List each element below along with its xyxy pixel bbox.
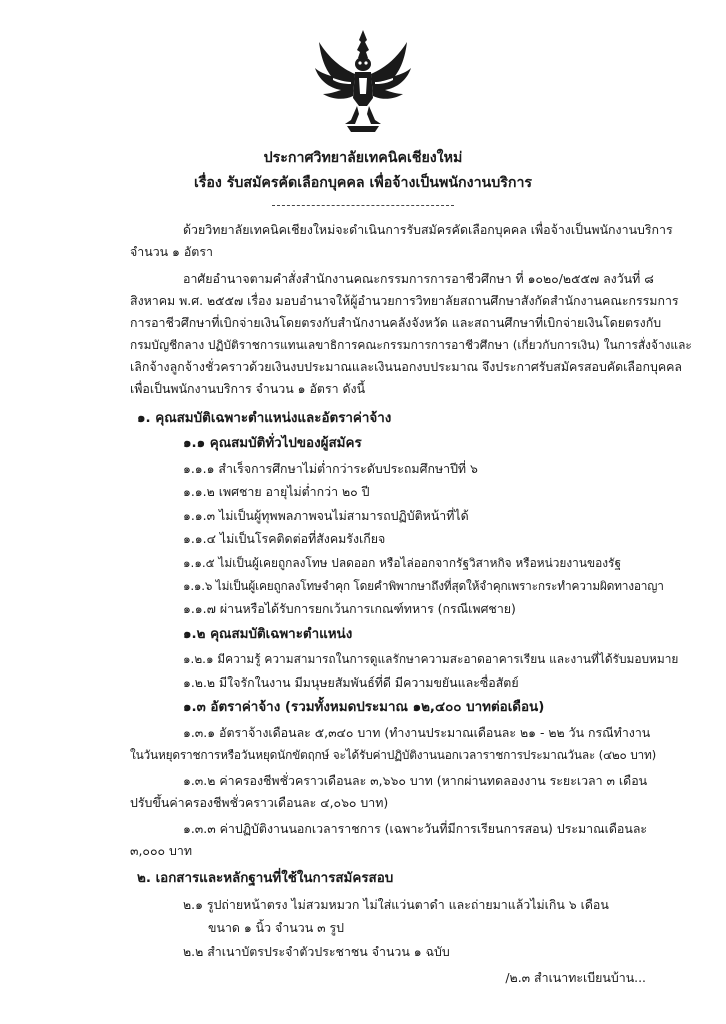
document-title: ประกาศวิทยาลัยเทคนิคเชียงใหม่ [263,150,463,166]
list-item: ๑.๑.๑ สำเร็จการศึกษาไม่ต่ำกว่าระดับประถมศึกษาปีที่ ๖ [183,461,478,476]
list-item: ๑.๑.๗ ผ่านหรือได้รับการยกเว้นการเกณฑ์ทหาร (กรณีเพศชาย) [183,601,516,616]
intro-paragraph-2-line-5: เลิกจ้างลูกจ้างชั่วคราวด้วยเงินงบประมาณและเงินนอกงบประมาณ จึงประกาศรับสมัครสอบคัดเลือกบุคคล [130,359,682,374]
section-2-heading: ๒. เอกสารและหลักฐานที่ใช้ในการสมัครสอบ [137,871,394,886]
section-1-heading: ๑. คุณสมบัติเฉพาะตำแหน่งและอัตราค่าจ้าง [137,411,392,426]
intro-paragraph-1-line-2: จำนวน ๑ อัตรา [130,244,213,259]
section-1-1-heading: ๑.๑ คุณสมบัติทั่วไปของผู้สมัคร [183,436,362,451]
list-item-continuation: ขนาด ๑ นิ้ว จำนวน ๓ รูป [208,920,345,935]
list-item: ๑.๒.๑ มีความรู้ ความสามารถในการดูแลรักษาความสะอาดอาคารเรียน และงานที่ได้รับมอบหมาย [183,652,679,666]
list-item: ๑.๑.๒ เพศชาย อายุไม่ต่ำกว่า ๒๐ ปี [183,484,370,499]
intro-paragraph-2-line-6: เพื่อเป็นพนักงานบริการ จำนวน ๑ อัตรา ดังนี้ [130,381,366,396]
section-1-3-heading: ๑.๓ อัตราค่าจ้าง (รวมทั้งหมดประมาณ ๑๒,๔๐๐ บาทต่อเดือน) [183,700,545,715]
page-continuation-note: /๒.๓ สำเนาทะเบียนบ้าน... [505,970,646,985]
list-item: ๒.๑ รูปถ่ายหน้าตรง ไม่สวมหมวก ไม่ใส่แว่นตาดำ และถ่ายมาแล้วไม่เกิน ๖ เดือน [183,897,609,912]
wage-item-3-line-1: ๑.๓.๓ ค่าปฏิบัติงานนอกเวลาราชการ (เฉพาะวันที่มีการเรียนการสอน) ประมาณเดือนละ [183,821,648,836]
list-item: ๑.๑.๕ ไม่เป็นผู้เคยถูกลงโทษ ปลดออก หรือไล่ออกจากรัฐวิสาหกิจ หรือหน่วยงานของรัฐ [183,556,622,570]
intro-paragraph-2-line-1: อาศัยอำนาจตามคำสั่งสำนักงานคณะกรรมการการอาชีวศึกษา ที่ ๑๐๒๐/๒๕๕๗ ลงวันที่ ๘ [183,271,654,286]
list-item: ๑.๑.๖ ไม่เป็นผู้เคยถูกลงโทษจำคุก โดยคำพิพากษาถึงที่สุดให้จำคุกเพราะกระทำความผิดทางอาญา [183,579,664,593]
intro-paragraph-1-line-1: ด้วยวิทยาลัยเทคนิคเชียงใหม่จะดำเนินการรับสมัครคัดเลือกบุคคล เพื่อจ้างเป็นพนักงานบริการ [183,222,673,237]
title-divider [272,205,454,206]
garuda-emblem-icon [311,28,415,134]
section-1-2-heading: ๑.๒ คุณสมบัติเฉพาะตำแหน่ง [183,627,353,642]
intro-paragraph-2-line-2: สิงหาคม พ.ศ. ๒๕๕๗ เรื่อง มอบอำนาจให้ผู้อำนวยการวิทยาลัยสถานศึกษาสังกัดสำนักงานคณะกรรมการ [130,293,679,308]
wage-item-3-line-2: ๓,๐๐๐ บาท [130,843,193,858]
wage-item-1-line-1: ๑.๓.๑ อัตราจ้างเดือนละ ๕,๓๔๐ บาท (ทำงานประมาณเดือนละ ๒๑ - ๒๒ วัน กรณีทำงาน [183,725,651,740]
wage-item-1-line-2: ในวันหยุดราชการหรือวันหยุดนักขัตฤกษ์ จะได้รับค่าปฏิบัติงานนอกเวลาราชการประมาณวันละ (๔๒๐ บาท) [130,748,657,762]
list-item: ๑.๑.๔ ไม่เป็นโรคติดต่อที่สังคมรังเกียจ [183,531,386,546]
wage-item-2-line-1: ๑.๓.๒ ค่าครองชีพชั่วคราวเดือนละ ๓,๖๖๐ บาท (หากผ่านทดลองงาน ระยะเวลา ๓ เดือน [183,773,648,788]
document-subject: เรื่อง รับสมัครคัดเลือกบุคคล เพื่อจ้างเป็นพนักงานบริการ [193,175,533,191]
list-item: ๑.๑.๓ ไม่เป็นผู้ทุพพลภาพจนไม่สามารถปฏิบัติหน้าที่ได้ [183,508,469,523]
list-item: ๑.๒.๒ มีใจรักในงาน มีมนุษยสัมพันธ์ที่ดี มีความขยันและซื่อสัตย์ [183,675,519,690]
intro-paragraph-2-line-3: การอาชีวศึกษาที่เบิกจ่ายเงินโดยตรงกับสำนักงานคลังจังหวัด และสถานศึกษาที่เบิกจ่ายเงินโดยตรงกับ [130,315,662,330]
intro-paragraph-2-line-4: กรมบัญชีกลาง ปฏิบัติราชการแทนเลขาธิการคณะกรรมการการอาชีวศึกษา (เกี่ยวกับการเงิน) ในการสั่งจ้างและ [130,338,692,352]
wage-item-2-line-2: ปรับขึ้นค่าครองชีพชั่วคราวเดือนละ ๔,๐๖๐ บาท) [130,795,389,810]
list-item: ๒.๒ สำเนาบัตรประจำตัวประชาชน จำนวน ๑ ฉบับ [183,944,450,959]
